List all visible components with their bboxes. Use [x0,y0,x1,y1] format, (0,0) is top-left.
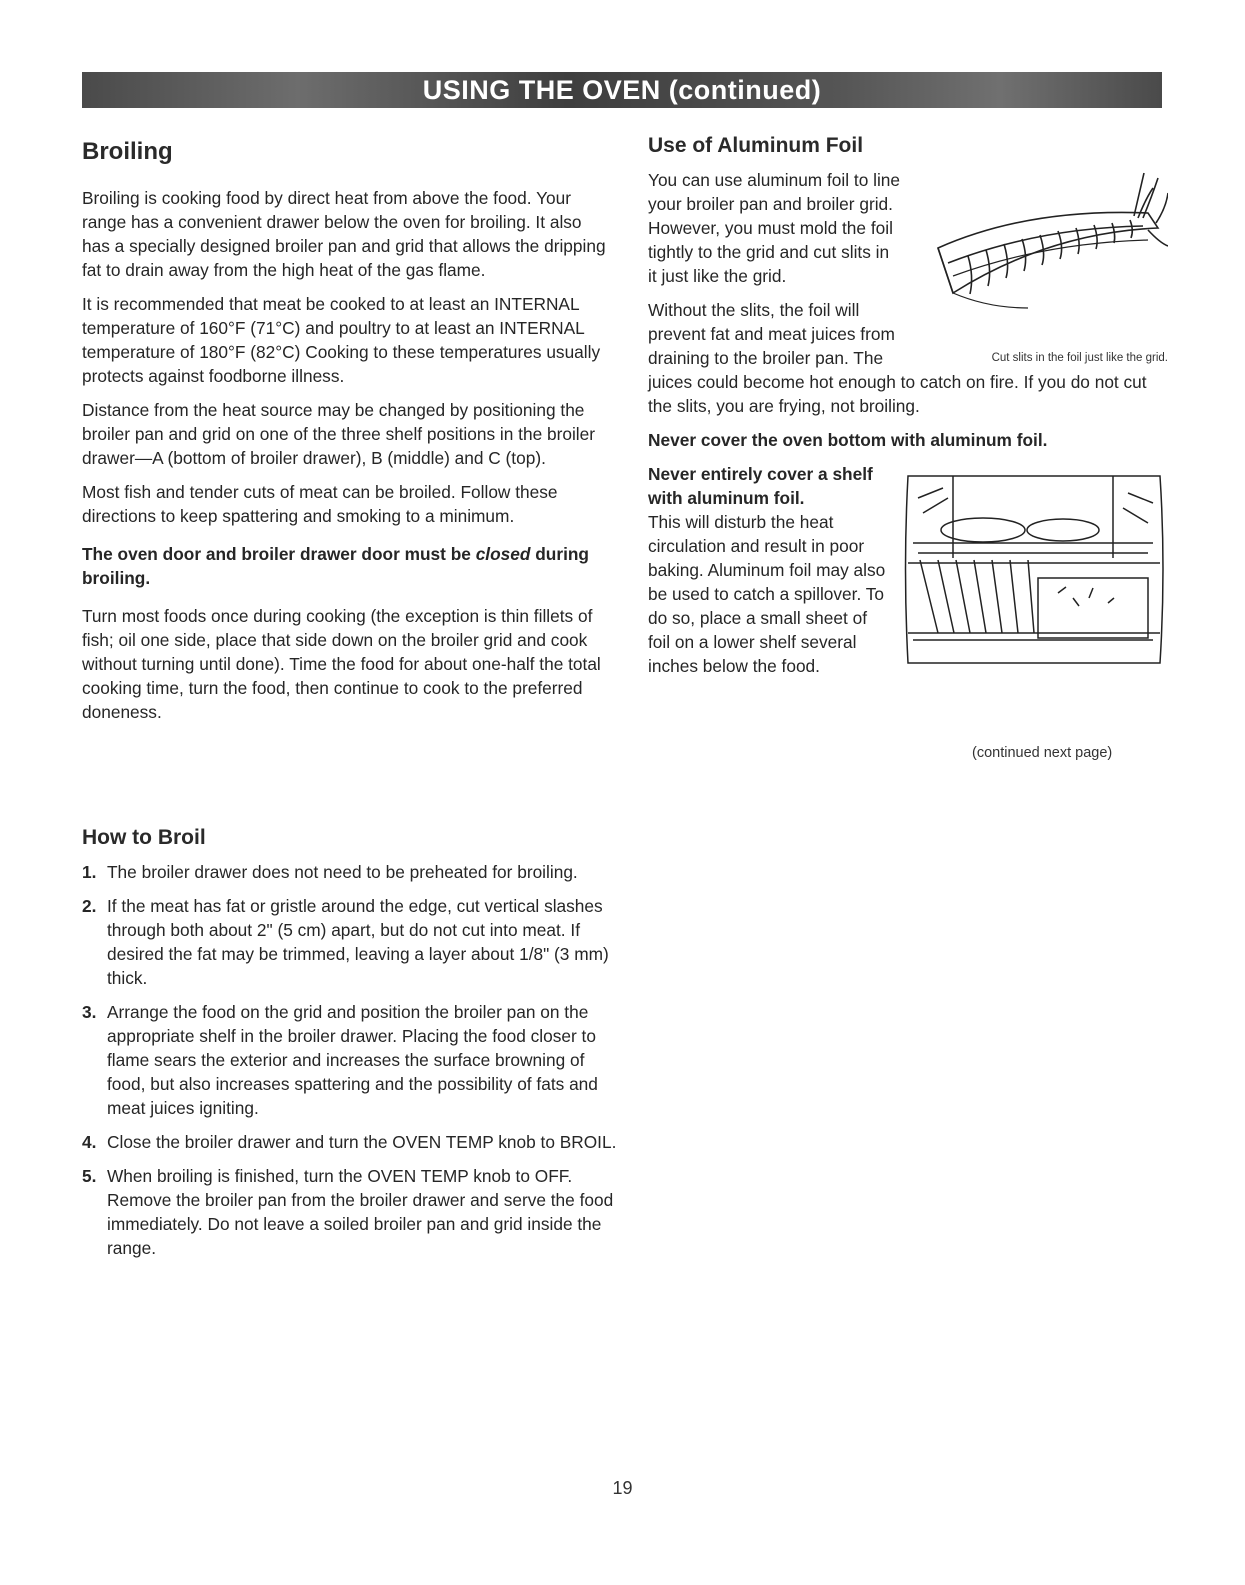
figure-caption: Cut slits in the foil just like the grid. [991,352,1168,364]
step-text: Close the broiler drawer and turn the OVEN TEMP knob to BROIL. [107,1132,617,1152]
continued-note: (continued next page) [972,745,1113,761]
broiling-section [82,138,612,734]
warning-text-b: during broiling. [82,544,589,588]
broiling-warning [82,542,612,590]
step-text: When broiling is finished, turn the OVEN TEMP knob to OFF. Remove the broiler pan from the broiler drawer and serve the food immediately. Do not leave a soiled broiler pan and grid inside the range. [107,1166,614,1258]
broiling-heading: Broiling [82,138,173,165]
warning-emphasis: closed [475,544,531,564]
section-banner [82,72,1162,108]
broiler-grid-illustration [908,168,1168,343]
step-number: 1. [82,862,97,882]
broiling-fish: Most fish and tender cuts of meat can be broiled. Follow these directions to keep spattering and smoking to a minimum. [82,482,558,526]
never-cover-shelf: Never entirely cover a shelf with aluminum foil. [648,464,873,508]
step-number: 3. [82,1002,97,1022]
steps-list [82,860,622,1260]
page-number: 19 [612,1478,633,1498]
shelf-explanation: This will disturb the heat circulation and result in poor baking. Aluminum foil may also be used to catch a spillover. To do so, place a small sheet of foil on a lower shelf several inches below the food. [648,512,886,676]
step-number: 2. [82,896,97,916]
broiling-distance: Distance from the heat source may be changed by positioning the broiler pan and grid on one of the three shelf positions in the broiler drawer—A (bottom of broiler drawer), B (middle) and C (top). [82,400,596,468]
step-number: 4. [82,1132,97,1152]
aluminum-intro: You can use aluminum foil to line your broiler pan and broiler grid. However, you must mold the foil tightly to the grid and cut slits in it just like the grid. [648,170,901,286]
step-text: Arrange the food on the grid and position the broiler pan on the appropriate shelf in the broiler drawer. Placing the food closer to flame sears the exterior and increases the surface browning of food, but also increases spattering and the possibility of fats and meat juices igniting. [107,1002,598,1118]
list-item [82,894,622,990]
oven-shelf-figure [898,468,1168,673]
step-text: The broiler drawer does not need to be preheated for broiling. [107,862,578,882]
aluminum-slits: Without the slits, the foil will prevent fat and meat juices from draining to the broiler pan. The juices could become hot enough to catch on fire. If you do not cut the slits, you are frying, not broiling. [648,300,1147,416]
never-cover-bottom: Never cover the oven bottom with aluminum foil. [648,430,1048,450]
list-item [82,1000,622,1120]
step-number: 5. [82,1166,97,1186]
broiling-intro: Broiling is cooking food by direct heat from above the food. Your range has a convenient drawer below the oven for broiling. It also has a specially designed broiler pan and grid that allows the dripping fat to drain away from the high heat of the gas flame. [82,188,606,280]
oven-shelf-illustration [898,468,1168,668]
step-text: If the meat has fat or gristle around the edge, cut vertical slashes through both about 2" (5 cm) apart, but do not cut into meat. If desired the fat may be trimmed, leaving a layer about 1/8" (3 mm) thick. [107,896,609,988]
list-item [82,1164,622,1260]
broiling-turn: Turn most foods once during cooking (the exception is thin fillets of fish; oil one side, place that side down on the broiler grid and cook without turning until done). Time the food for about one-half the total cooking time, turn the food, then continue to cook to the preferred doneness. [82,606,601,722]
aluminum-heading: Use of Aluminum Foil [648,134,864,157]
list-item [82,860,622,884]
broiler-grid-figure [908,168,1168,364]
broiling-temperature: It is recommended that meat be cooked to at least an INTERNAL temperature of 160°F (71°C) and poultry to at least an INTERNAL temperature of 180°F (82°C) Cooking to these temperatures usually protects against foodborne illness. [82,294,601,386]
list-item [82,1130,622,1154]
how-to-broil-section [82,826,622,1270]
section-title: USING THE OVEN (continued) [422,74,822,105]
aluminum-foil-section [648,134,1168,688]
how-to-heading: How to Broil [82,826,206,849]
warning-text-a: The oven door and broiler drawer door must be [82,544,476,564]
